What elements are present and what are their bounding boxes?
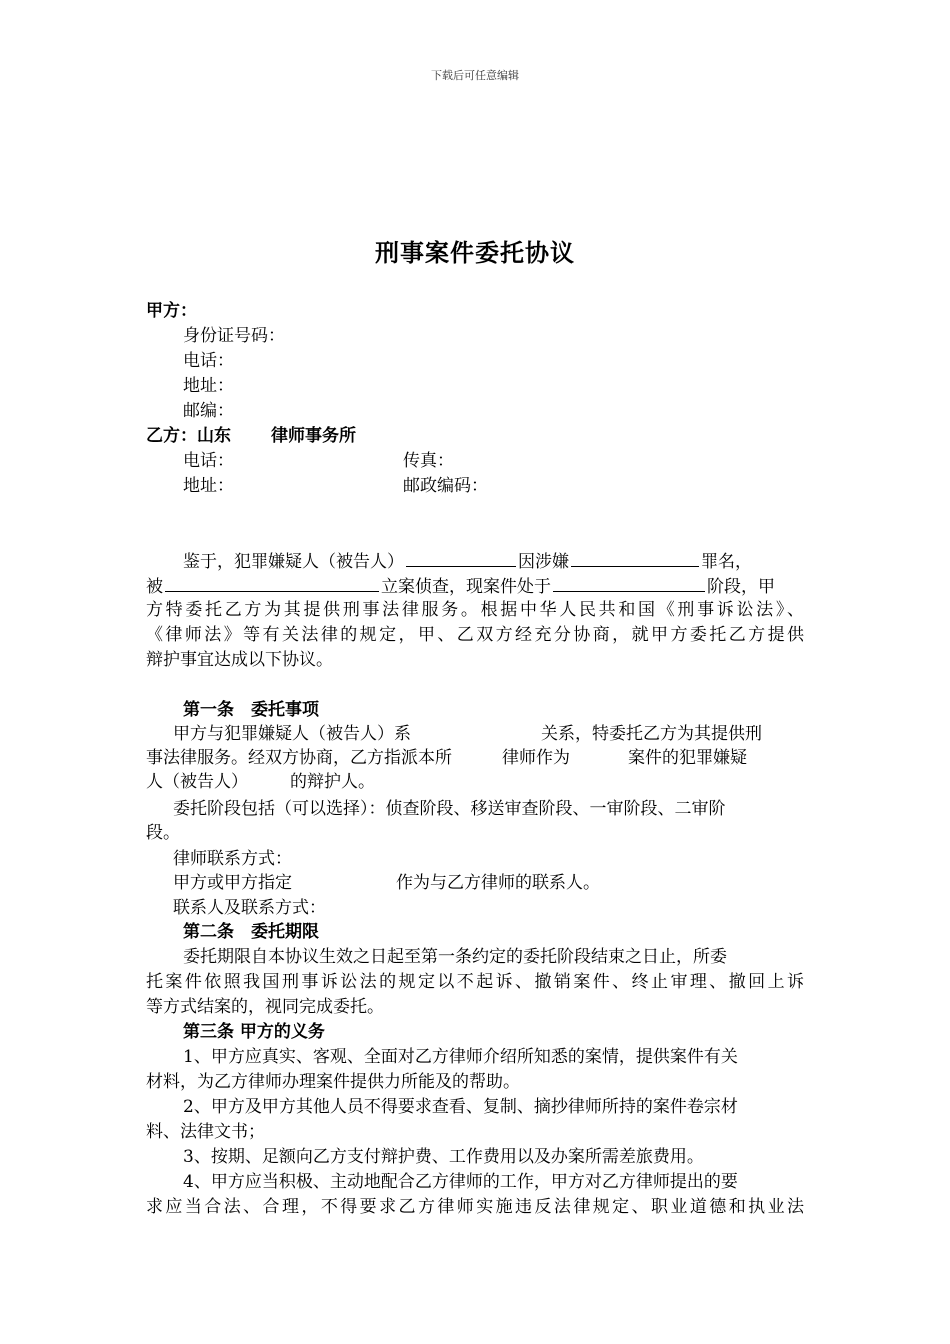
article-1-p2-line1: 委托阶段包括（可以选择）：侦查阶段、移送审查阶段、一审阶段、二审阶 <box>173 799 726 819</box>
party-a-postcode-label: 邮编： <box>183 401 234 421</box>
article-1-contact-info: 联系人及联系方式： <box>173 898 326 918</box>
article-text: 人（被告人） <box>146 772 248 792</box>
article-text: 甲方与犯罪嫌疑人（被告人）系 <box>173 724 411 744</box>
article-2-line3: 等方式结案的，视同完成委托。 <box>146 997 384 1017</box>
party-b-phone-label: 电话： <box>183 451 234 471</box>
preamble-text: 罪名， <box>701 552 752 572</box>
party-b-fax-label: 传真： <box>403 451 454 471</box>
article-3-item3: 3、按期、足额向乙方支付辩护费、工作费用以及办案所需差旅费用。 <box>183 1147 704 1167</box>
party-b-firm: 律师事务所 <box>271 426 356 446</box>
article-1-p2-line2: 段。 <box>146 823 180 843</box>
party-b-postal-code-label: 邮政编码： <box>403 476 488 496</box>
article-text: 律师作为 <box>502 748 570 768</box>
stage-blank <box>553 573 705 592</box>
preamble-line-2 <box>146 573 775 599</box>
party-a-id-label: 身份证号码： <box>183 326 285 346</box>
party-b-label: 乙方：山东 <box>146 426 231 446</box>
party-b-line <box>146 424 356 448</box>
preamble-text: 阶段，甲 <box>707 577 775 597</box>
party-a-address-label: 地址： <box>183 376 234 396</box>
header-note: 下载后可任意编辑 <box>431 69 519 82</box>
preamble-text: 立案侦查，现案件处于 <box>381 577 551 597</box>
article-1-heading: 第一条 委托事项 <box>183 700 319 720</box>
party-a-phone-label: 电话： <box>183 351 234 371</box>
party-a-label: 甲方： <box>146 301 197 321</box>
preamble-text: 被 <box>146 577 163 597</box>
article-2-heading: 第二条 委托期限 <box>183 922 319 942</box>
article-text: 案件的犯罪嫌疑 <box>628 748 747 768</box>
preamble-line-3: 方特委托乙方为其提供刑事法律服务。根据中华人民共和国《刑事诉讼法》、 <box>146 600 804 620</box>
article-1-p1-line2 <box>146 746 747 770</box>
article-3-heading: 第三条 甲方的义务 <box>183 1022 325 1042</box>
article-2-line1: 委托期限自本协议生效之日起至第一条约定的委托阶段结束之日止，所委 <box>183 947 727 967</box>
article-1-p1-line3 <box>146 770 375 794</box>
preamble-line-4: 《律师法》等有关法律的规定，甲、乙双方经充分协商，就甲方委托乙方提供 <box>146 625 804 645</box>
party-b-address-label: 地址： <box>183 476 234 496</box>
agency-blank <box>165 573 379 592</box>
article-3-item2-line1: 2、甲方及甲方其他人员不得要求查看、复制、摘抄律师所持的案件卷宗材 <box>183 1097 738 1117</box>
article-3-item1-line1: 1、甲方应真实、客观、全面对乙方律师介绍所知悉的案情，提供案件有关 <box>183 1047 738 1067</box>
article-3-item4-line2: 求应当合法、合理，不得要求乙方律师实施违反法律规定、职业道德和执业法 <box>146 1197 804 1217</box>
preamble-text: 因涉嫌 <box>518 552 569 572</box>
article-text: 作为与乙方律师的联系人。 <box>396 873 600 893</box>
article-text: 关系，特委托乙方为其提供刑 <box>541 724 762 744</box>
charge-blank <box>571 548 699 567</box>
article-3-item1-line2: 材料，为乙方律师办理案件提供力所能及的帮助。 <box>146 1072 520 1092</box>
article-1-p1-line1 <box>173 722 762 746</box>
document-title: 刑事案件委托协议 <box>375 238 575 267</box>
article-1-contact-person <box>173 871 600 895</box>
article-text: 的辩护人。 <box>290 772 375 792</box>
suspect-name-blank <box>406 548 516 567</box>
article-text: 甲方或甲方指定 <box>173 873 292 893</box>
preamble-text: 鉴于，犯罪嫌疑人（被告人） <box>183 552 404 572</box>
article-2-line2: 托案件依照我国刑事诉讼法的规定以不起诉、撤销案件、终止审理、撤回上诉 <box>146 972 804 992</box>
article-text: 事法律服务。经双方协商，乙方指派本所 <box>146 748 452 768</box>
preamble-line-1 <box>183 548 752 574</box>
article-3-item2-line2: 料、法律文书； <box>146 1122 265 1142</box>
preamble-line-5: 辩护事宜达成以下协议。 <box>146 650 333 670</box>
article-3-item4-line1: 4、甲方应当积极、主动地配合乙方律师的工作，甲方对乙方律师提出的要 <box>183 1172 738 1192</box>
article-1-lawyer-contact: 律师联系方式： <box>173 849 292 869</box>
